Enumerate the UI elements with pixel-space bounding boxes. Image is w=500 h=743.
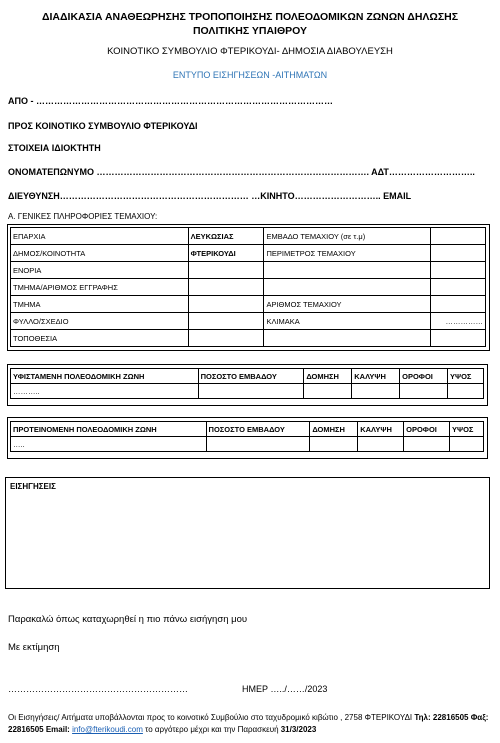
existing-zone-cell[interactable]: [400, 384, 448, 399]
parcel-info-value[interactable]: ΛΕΥΚΩΣΙΑΣ: [188, 228, 264, 245]
proposals-box[interactable]: [5, 477, 490, 589]
tel-number: 22816505: [432, 713, 469, 722]
email-label: Email:: [45, 725, 70, 734]
proposed-zone-cell[interactable]: [404, 437, 450, 452]
footer-text: Οι Εισηγήσεις/ Αιτήματα υποβάλλονται προς το κοινοτικό Συμβούλιο στο ταχυδρομικό κιβώτιο , 2758 ΦΤΕΡΙΚΟΥΔΙ: [8, 713, 415, 722]
parcel-info-value[interactable]: [188, 313, 264, 330]
proposed-zone-value-row: [11, 437, 484, 452]
parcel-info-label: ΕΝΟΡΙΑ: [11, 262, 189, 279]
parcel-info-value[interactable]: [431, 228, 486, 245]
existing-zone-cell[interactable]: [304, 384, 352, 399]
form-title: ΕΝΤΥΠΟ ΕΙΣΗΓΗΣΕΩΝ -ΑΙΤΗΜΑΤΩΝ: [172, 70, 328, 80]
footer-note: [8, 712, 494, 736]
date-field[interactable]: ΗΜΕΡ …../……/2023: [242, 684, 328, 694]
parcel-info-value[interactable]: ……………: [431, 313, 486, 330]
parcel-info-frame: [7, 224, 490, 351]
existing-zone-table: [10, 368, 484, 399]
proposed-zone-cell[interactable]: [358, 437, 404, 452]
existing-zone-header: ΔΟΜΗΣΗ: [304, 369, 352, 384]
existing-zone-cell[interactable]: [352, 384, 400, 399]
parcel-info-label: [264, 279, 431, 296]
parcel-info-value[interactable]: [188, 279, 264, 296]
proposed-zone-header: ΚΑΛΥΨΗ: [358, 422, 404, 437]
fax-label: Φαξ:: [470, 713, 489, 722]
proposed-zone-header: ΟΡΟΦΟΙ: [404, 422, 450, 437]
existing-zone-header: ΥΦΙΣΤΑΜΕΝΗ ΠΟΛΕΟΔΟΜΙΚΗ ΖΩΝΗ: [11, 369, 199, 384]
parcel-info-row: [11, 330, 486, 347]
proposed-zone-header: ΠΡΟΤΕΙΝΟΜΕΝΗ ΠΟΛΕΟΔΟΜΙΚΗ ΖΩΝΗ: [11, 422, 207, 437]
from-field[interactable]: ΑΠΟ - ………………………………………………………………………………………: [8, 96, 333, 106]
parcel-info-label: [264, 330, 431, 347]
parcel-info-value[interactable]: [431, 279, 486, 296]
existing-zone-header: ΟΡΟΦΟΙ: [400, 369, 448, 384]
parcel-info-table: [10, 227, 486, 347]
parcel-info-value[interactable]: [188, 296, 264, 313]
doc-subtitle: ΚΟΙΝΟΤΙΚΟ ΣΥΜΒΟΥΛΙΟ ΦΤΕΡΙΚΟΥΔΙ- ΔΗΜΟΣΙΑ ΔΙΑΒΟΥΛΕΥΣΗ: [107, 46, 393, 57]
parcel-info-label: ΤΟΠΟΘΕΣΙΑ: [11, 330, 189, 347]
parcel-info-row: [11, 313, 486, 330]
existing-zone-cell[interactable]: [448, 384, 484, 399]
existing-zone-header-row: [11, 369, 484, 384]
existing-zone-frame: [7, 364, 488, 406]
name-id-field[interactable]: ΟΝΟΜΑΤΕΠΩΝΥΜΟ ………………………………………………………………………………. ΑΔΤ………………………..: [8, 167, 475, 177]
address-mobile-email-field[interactable]: ΔΙΕΥΘΥΝΣΗ……………………………………………………… …ΚΙΝΗΤΟ……………………….. EMAIL: [8, 191, 412, 201]
parcel-info-label: ΠΕΡΙΜΕΤΡΟΣ ΤΕΜΑΧΙΟΥ: [264, 245, 431, 262]
existing-zone-value-row: [11, 384, 484, 399]
existing-zone-header: ΥΨΟΣ: [448, 369, 484, 384]
parcel-info-label: ΤΜΗΜΑ/ΑΡΙΘΜΟΣ ΕΓΓΡΑΦΗΣ: [11, 279, 189, 296]
parcel-info-label: ΕΜΒΑΔΟ ΤΕΜΑΧΙΟΥ (σε τ.μ): [264, 228, 431, 245]
parcel-info-value[interactable]: [188, 262, 264, 279]
parcel-info-label: ΑΡΙΘΜΟΣ ΤΕΜΑΧΙΟΥ: [264, 296, 431, 313]
deadline-date: 31/3/2023: [280, 725, 317, 734]
parcel-info-value[interactable]: ΦΤΕΡΙΚΟΥΔΙ: [188, 245, 264, 262]
proposals-label: ΕΙΣΗΓΗΣΕΙΣ: [10, 482, 56, 491]
existing-zone-header: ΠΟΣΟΣΤΟ ΕΜΒΑΔΟΥ: [198, 369, 304, 384]
email-link[interactable]: info@fterikoudi.com: [72, 725, 143, 734]
parcel-info-label: [264, 262, 431, 279]
parcel-info-row: [11, 228, 486, 245]
parcel-info-row: [11, 245, 486, 262]
recipient-line: ΠΡΟΣ ΚΟΙΝΟΤΙΚΟ ΣΥΜΒΟΥΛΙΟ ΦΤΕΡΙΚΟΥΔΙ: [8, 121, 198, 131]
parcel-info-value[interactable]: [431, 245, 486, 262]
request-text: Παρακαλώ όπως καταχωρηθεί η πιο πάνω εισήγηση μου: [8, 614, 248, 625]
owner-heading: ΣΤΟΙΧΕΙΑ ΙΔΙΟΚΤΗΤΗ: [8, 143, 101, 153]
tel-label: Τηλ:: [414, 713, 431, 722]
existing-zone-cell[interactable]: ………..: [11, 384, 199, 399]
fax-number: 22816505: [8, 725, 44, 734]
parcel-info-label: ΔΗΜΟΣ/ΚΟΙΝΟΤΗΤΑ: [11, 245, 189, 262]
parcel-info-row: [11, 279, 486, 296]
proposed-zone-table: [10, 421, 484, 452]
proposed-zone-header: ΠΟΣΟΣΤΟ ΕΜΒΑΔΟΥ: [206, 422, 310, 437]
parcel-info-label: ΕΠΑΡΧΙΑ: [11, 228, 189, 245]
proposed-zone-cell[interactable]: [206, 437, 310, 452]
doc-title-line-2: ΠΟΛΙΤΙΚΗΣ ΥΠΑΙΘΡΟΥ: [192, 25, 308, 37]
deadline-text: το αργότερο μέχρι και την Παρασκευή: [145, 725, 281, 734]
proposed-zone-header: ΥΨΟΣ: [450, 422, 484, 437]
parcel-info-value[interactable]: [431, 262, 486, 279]
proposed-zone-cell[interactable]: [450, 437, 484, 452]
parcel-info-value[interactable]: [188, 330, 264, 347]
parcel-info-label: ΦΥΛΛΟ/ΣΧΕΔΙΟ: [11, 313, 189, 330]
parcel-info-value[interactable]: [431, 296, 486, 313]
proposed-zone-frame: [7, 417, 488, 459]
signature-line[interactable]: ……………………………………………………: [8, 684, 188, 694]
proposed-zone-header: ΔΟΜΗΣΗ: [310, 422, 358, 437]
parcel-info-row: [11, 296, 486, 313]
section-a-title: Α. ΓΕΝΙΚΕΣ ΠΛΗΡΟΦΟΡΙΕΣ ΤΕΜΑΧΙΟΥ:: [8, 212, 158, 221]
parcel-info-value[interactable]: [431, 330, 486, 347]
parcel-info-row: [11, 262, 486, 279]
existing-zone-header: ΚΑΛΥΨΗ: [352, 369, 400, 384]
proposed-zone-header-row: [11, 422, 484, 437]
doc-title-line-1: ΔΙΑΔΙΚΑΣΙΑ ΑΝΑΘΕΩΡΗΣΗΣ ΤΡΟΠΟΠΟΙΗΣΗΣ ΠΟΛΕΟΔΟΜΙΚΩΝ ΖΩΝΩΝ ΔΗΛΩΣΗΣ: [41, 11, 459, 23]
proposed-zone-cell[interactable]: [310, 437, 358, 452]
regards-text: Με εκτίμηση: [8, 642, 60, 653]
existing-zone-cell[interactable]: [198, 384, 304, 399]
parcel-info-label: ΚΛΙΜΑΚΑ: [264, 313, 431, 330]
proposed-zone-cell[interactable]: …..: [11, 437, 207, 452]
parcel-info-label: ΤΜΗΜΑ: [11, 296, 189, 313]
